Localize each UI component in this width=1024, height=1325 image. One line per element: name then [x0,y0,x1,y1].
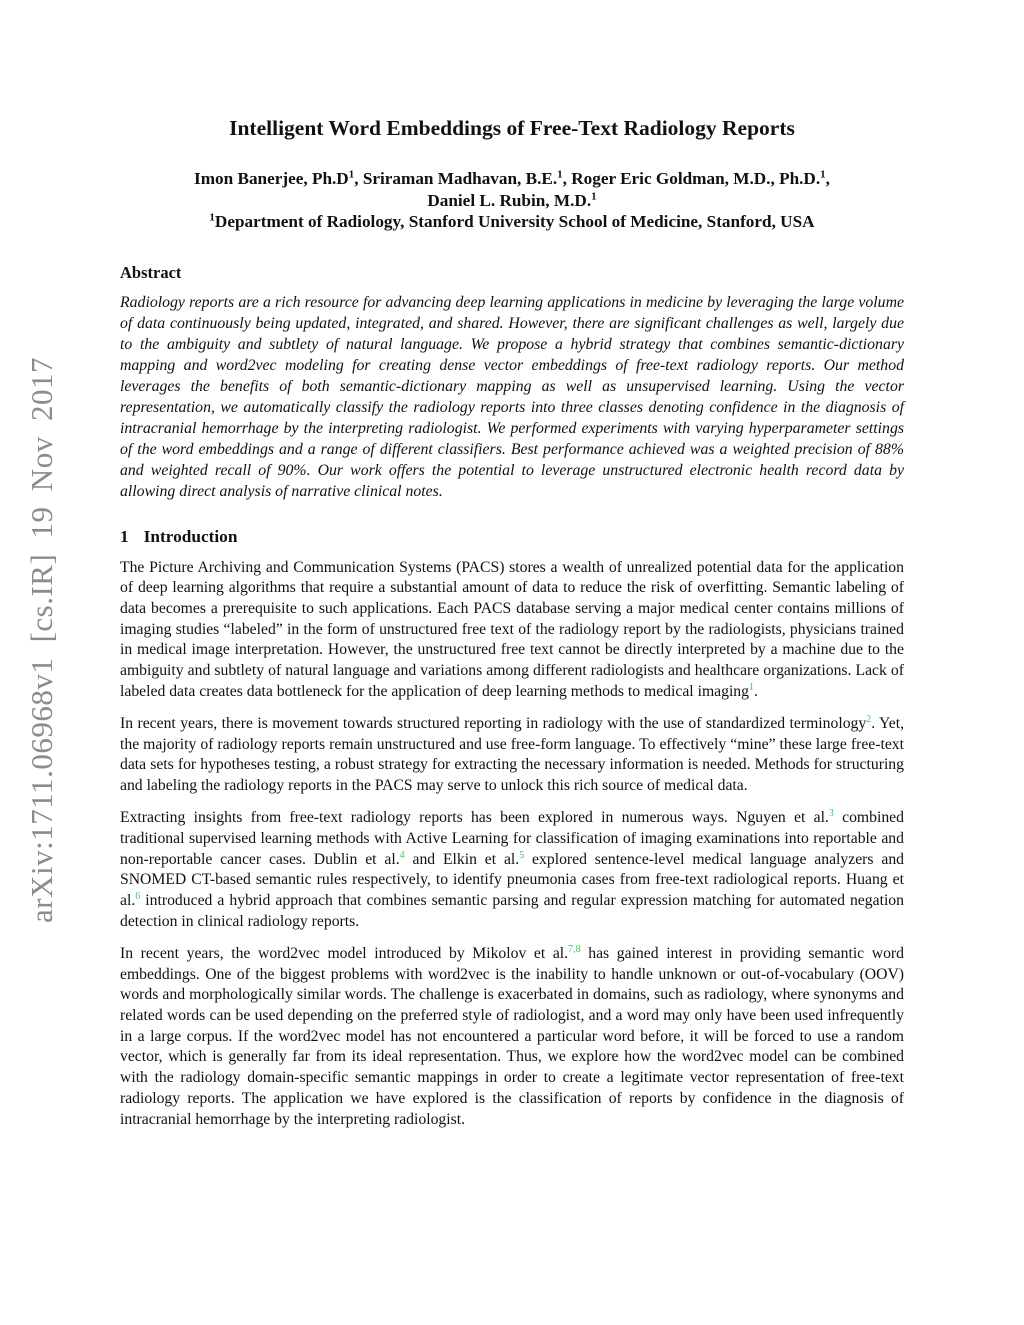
abstract-text: Radiology reports are a rich resource for advancing deep learning applications in medicine by leveraging the large volume of data continuously being updated, integrated, and shared. However, there are significant challenges as well, largely due to the ambiguity and subtlety of natural language. We propose a hybrid strategy that combines semantic-dictionary mapping and word2vec modeling for creating dense vector embeddings of free-text radiology reports. Our method leverages the benefits of both semantic-dictionary mapping as well as unsupervised learning. Using the vector representation, we automatically classify the radiology reports into three classes denoting confidence in the diagnosis of intracranial hemorrhage by the interpreting radiologist. We performed experiments with varying hyperparameter settings of the word embeddings and a range of different classifiers. Best performance achieved was a weighted precision of 88% and weighted recall of 90%. Our work offers the potential to leverage unstructured electronic health record data by allowing direct analysis of narrative clinical notes. [120,293,904,500]
author-affiliation-marker: 1 [557,168,563,181]
section-number: 1 [120,526,129,546]
intro-paragraph-2 [120,714,904,797]
section-title: Introduction [143,526,238,546]
affiliation-text: Department of Radiology, Stanford University School of Medicine, Stanford, USA [214,212,815,231]
paper-title: Intelligent Word Embeddings of Free-Text Radiology Reports [229,116,795,140]
affiliation-marker: 1 [209,211,215,224]
author-affiliation-marker: 1 [591,189,597,202]
citation-ref-2[interactable]: 2 [866,713,872,725]
paragraph-text: In recent years, the word2vec model introduced by Mikolov et al. [120,944,569,962]
author-name: , [825,169,830,188]
arxiv-watermark: arXiv:1711.06968v1 [cs.IR] 19 Nov 2017 [24,357,59,923]
paragraph-text: introduced a hybrid approach that combines semantic parsing and regular expression matching for automated negation detection in clinical radiology reports. [120,892,904,930]
author-affiliation-marker: 1 [820,168,826,181]
author-name: Imon Banerjee, Ph.D [194,169,349,188]
abstract-heading: Abstract [120,262,182,282]
paragraph-text: . [754,682,758,700]
author-name: Daniel L. Rubin, M.D. [427,190,592,210]
citation-ref-1[interactable]: 1 [749,681,755,693]
paragraph-text: Extracting insights from free-text radiology reports has been explored in numerous ways. Nguyen et al. [120,809,829,827]
citation-ref-6[interactable]: 6 [135,890,141,902]
citation-ref-3[interactable]: 3 [828,808,834,819]
author-affiliation-marker: 1 [348,168,355,181]
paragraph-text: In recent years, there is movement towards structured reporting in radiology with the use of standardized terminology [120,714,867,732]
paragraph-text: explored sentence-level medical language analyzers and SNOMED CT-based semantic rules respectively, to identify pneumonia cases from free-text radiological reports. Huang et al. [120,850,905,910]
paper-page [120,116,904,1142]
citation-ref-7-8[interactable]: 7,8 [568,943,581,955]
intro-paragraph-3 [120,808,904,932]
intro-paragraph-4 [120,944,904,1130]
paragraph-text: combined traditional supervised learning methods with Active Learning for classification of imaging examinations into reportable and non-reportable cancer cases. Dublin et al. [120,809,904,868]
citation-ref-4[interactable]: 4 [399,849,405,861]
paragraph-text: has gained interest in providing semantic word embeddings. One of the biggest problems with word2vec is the inability to handle unknown or out-of-vocabulary (OOV) words and morphologically similar words. The challenge is exacerbated in domains, such as radiology, where synonyms and related words can be used depending on the preferred style of radiologist, and a word may only have been used infrequently in a large corpus. If the word2vec model has not encountered a particular word before, it will be forced to use a random vector, which is generally far from its ideal representation. Thus, we explore how the word2vec model can be combined with the radiology domain-specific semantic mappings in order to create a legitimate vector representation of free-text radiology reports. The application we have explored is the classification of reports by confidence in the diagnosis of intracranial hemorrhage by the interpreting radiologist. [120,944,904,1128]
intro-paragraph-1 [120,558,904,703]
author-name: , Sriraman Madhavan, B.E. [354,169,558,188]
authors-line-2 [120,190,904,212]
paragraph-text: . Yet, the majority of radiology reports remain unstructured and use free-form language. To effectively “mine” these large free-text data sets for hypotheses testing, a robust strategy for extracting the necessary information is needed. Methods for structuring and labeling the radiology reports in the PACS may serve to unlock this rich source of medical data. [120,714,905,795]
section-heading-introduction [120,527,904,547]
paragraph-text: and Elkin et al. [404,850,520,868]
authors-line-1 [120,168,904,190]
author-name: , Roger Eric Goldman, M.D., Ph.D. [562,169,821,188]
citation-ref-5[interactable]: 5 [519,849,525,861]
paragraph-text: The Picture Archiving and Communication Systems (PACS) stores a wealth of unrealized potential data for the application of deep learning algorithms that require a substantial amount of data to reduce the risk of overfitting. Semantic labeling of data becomes a prerequisite to such applications. Each PACS database serving a major medical center contains millions of imaging studies “labeled” in the form of unstructured free text of the radiology report by the radiologists, physicians trained in medical image interpretation. However, the unstructured free text cannot be directly interpreted by a machine due to the ambiguity and subtlety of natural language and variations among different radiologists and healthcare organizations. Lack of labeled data creates data bottleneck for the application of deep learning methods to medical imaging [120,558,904,700]
affiliation-line [120,211,904,233]
